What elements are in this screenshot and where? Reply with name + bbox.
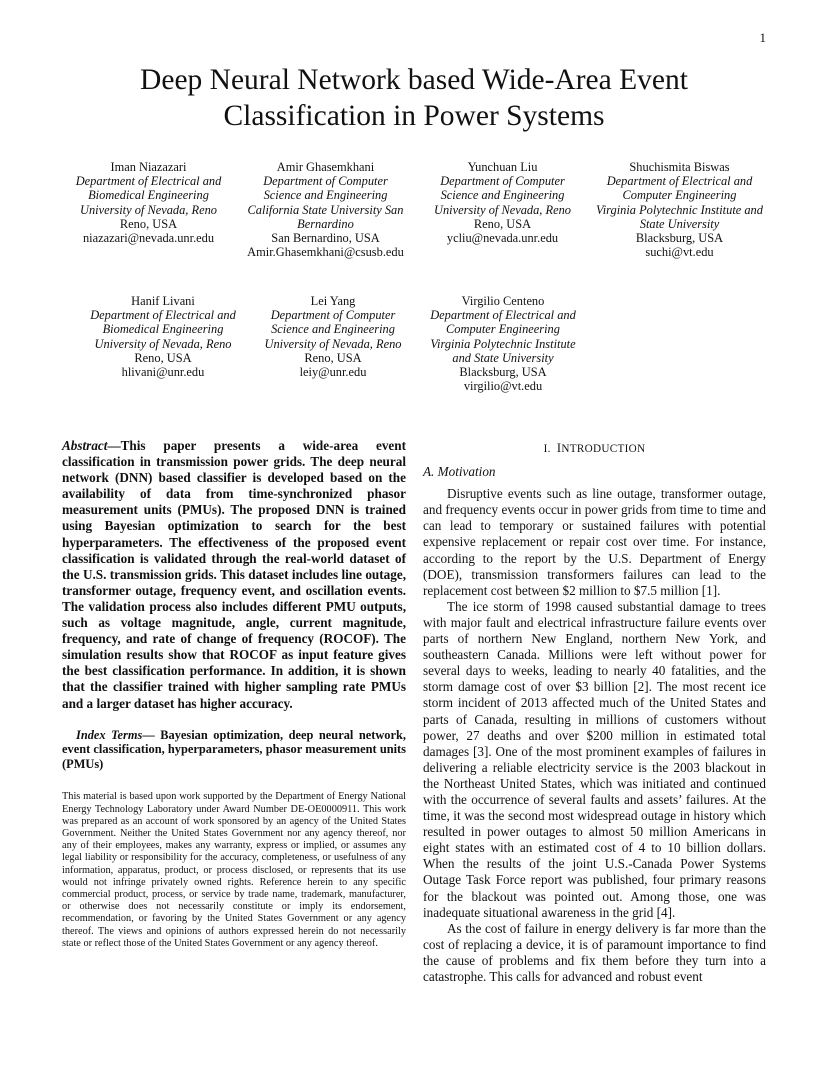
author-location: Reno, USA bbox=[119, 216, 178, 231]
author-affiliation: Virginia Polytechnic Institute and bbox=[596, 202, 763, 217]
author-email[interactable]: hlivani@unr.edu bbox=[121, 365, 205, 380]
right-column bbox=[423, 440, 766, 985]
index-terms bbox=[62, 728, 406, 772]
author-block bbox=[414, 160, 591, 259]
author-affiliation: Biomedical Engineering bbox=[102, 322, 224, 337]
funding-footnote: This material is based upon work supported by the Department of Energy National Energy Technology Laboratory under Award Number DE-OE0000911. This work was prepared as an account of work sponsored by an agency of the United States Government. Neither the United States Government nor any agency thereof, nor any of their employees, makes any warranty, express or implied, or assumes any legal liability or responsibility for the accuracy, completeness, or usefulness of any information, apparatus, product, or process disclosed, or represents that its use would not infringe privately owned rights. Reference herein to any specific commercial product, process, or service by trade name, trademark, manufacturer, or otherwise does not necessarily constitute or imply its endorsement, recommendation, or favoring by the United States Government or any agency thereof. The views and opinions of authors expressed herein do not necessarily state or reflect those of the United States Government or any agency thereof. bbox=[62, 791, 406, 949]
authors-row-1 bbox=[60, 160, 768, 259]
paragraph-3: As the cost of failure in energy delivery is far more than the cost of replacing a device, it is of paramount importance to find the cause of problems and fix them before they turn into a catastrophe. This calls for advanced and robust event bbox=[423, 920, 766, 984]
paper-title bbox=[60, 62, 768, 134]
author-affiliation: Department of Electrical and bbox=[90, 308, 236, 323]
author-name: Lei Yang bbox=[310, 294, 356, 308]
title-line-2: Classification in Power Systems bbox=[223, 100, 605, 132]
author-affiliation: Department of Computer bbox=[440, 174, 565, 189]
author-location: Blacksburg, USA bbox=[635, 231, 724, 246]
author-affiliation: Computer Engineering bbox=[622, 188, 737, 203]
page-number: 1 bbox=[759, 30, 766, 45]
section-first-letter: I bbox=[556, 441, 562, 455]
author-email[interactable]: niazazari@nevada.unr.edu bbox=[82, 231, 215, 246]
author-affiliation: Virginia Polytechnic Institute bbox=[430, 336, 576, 351]
author-affiliation: University of Nevada, Reno bbox=[264, 336, 402, 351]
author-location: Reno, USA bbox=[473, 216, 532, 231]
abstract bbox=[62, 438, 406, 712]
author-affiliation: Department of Electrical and bbox=[606, 174, 753, 189]
author-affiliation: Science and Engineering bbox=[271, 322, 395, 337]
author-location: Reno, USA bbox=[304, 350, 362, 365]
author-email[interactable]: Amir.Ghasemkhani@csusb.edu bbox=[247, 245, 404, 260]
author-affiliation: University of Nevada, Reno bbox=[434, 202, 571, 217]
author-block bbox=[237, 160, 414, 259]
subsection-heading: A. Motivation bbox=[423, 464, 496, 480]
author-affiliation: Department of Electrical and bbox=[430, 308, 576, 323]
author-affiliation: University of Nevada, Reno bbox=[94, 336, 232, 351]
authors-row-2 bbox=[78, 294, 588, 393]
author-name: Amir Ghasemkhani bbox=[276, 160, 375, 174]
author-email[interactable]: ycliu@nevada.unr.edu bbox=[446, 231, 559, 246]
author-affiliation: University of Nevada, Reno bbox=[80, 202, 217, 217]
section-rest: NTRODUCTION bbox=[561, 443, 646, 455]
author-location: Blacksburg, USA bbox=[459, 365, 547, 380]
abstract-text: —This paper presents a wide-area event classification in transmission power grids. The deep neural network (DNN) based classifier is developed based on the availability of data from time-synchronized phasor measurement units (PMUs). The proposed DNN is trained using Bayesian optimization to search for the best hyperparameters. The effectiveness of the proposed event classification is validated through the real-world dataset of the U.S. transmission grids. This dataset includes line outage, transformer outage, frequency event, and oscillation events. The validation process also includes different PMU outputs, such as voltage magnitude, angle, current magnitude, frequency, and rate of change of frequency (ROCOF). The simulation results show that ROCOF as input feature gives the best classification performance. In addition, it is shown that the classifier trained with higher sampling rate PMUs and a larger dataset has higher accuracy. bbox=[62, 438, 406, 711]
author-block bbox=[248, 294, 418, 393]
author-name: Iman Niazazari bbox=[110, 160, 187, 174]
index-terms-lead: Index Terms bbox=[76, 727, 143, 742]
author-affiliation: Department of Computer bbox=[263, 174, 388, 189]
author-affiliation: Bernardino bbox=[297, 216, 354, 231]
author-affiliation: Department of Electrical and bbox=[75, 174, 222, 189]
paragraph-1: Disruptive events such as line outage, transformer outage, and frequency events occur in power grids from time to time and can lead to temporary or sustained failures with potential expensive replacement or repair cost over time. For instance, according to the report by the U.S. Department of Energy (DOE), transmission transformers failures can lead to the replacement cost between $2 million to $7.5 million [1]. bbox=[423, 486, 766, 598]
author-email[interactable]: leiy@unr.edu bbox=[299, 365, 367, 380]
author-affiliation: and State University bbox=[452, 350, 554, 365]
author-affiliation: Biomedical Engineering bbox=[88, 188, 209, 203]
author-email[interactable]: virgilio@vt.edu bbox=[463, 379, 543, 394]
author-affiliation: Science and Engineering bbox=[263, 188, 388, 203]
title-line-1: Deep Neural Network based Wide-Area Event bbox=[140, 64, 688, 96]
author-name: Hanif Livani bbox=[131, 294, 195, 308]
index-terms-text: — Bayesian optimization, deep neural network, event classification, hyperparameters, phasor measurement units (PMUs) bbox=[62, 727, 406, 771]
paragraph-2: The ice storm of 1998 caused substantial damage to trees with major fault and electrical infrastructure failure events over parts of northern New England, northern New York, and southeastern Canada. Millions were left without power for several days to weeks, leading to nearly 40 fatalities, and the storm damage cost of over $3 billion [2]. The most recent ice storm incident of 2013 affected much of the United States and parts of Canada, resulting in millions of customers without power, 27 deaths and over $200 million in estimated total damages [3]. One of the most prominent examples of failures in delivering a reliable electricity service is the 2003 blackout in the Northeast United States, which was initiated and continued with the occurrence of several faults and assets’ failures. At the time, it was the second most widespread outage in history which resulted in power outages to almost 50 million Americans in eight states with an estimated cost of 4 to 10 billion dollars. When the results of the joint U.S.-Canada Power Systems Outage Task Force report was published, four primary reasons for the blackout was pointed out. Among those, one was inadequate situational awareness in the grid [4]. bbox=[423, 598, 766, 920]
author-affiliation: Computer Engineering bbox=[446, 322, 560, 337]
author-block bbox=[591, 160, 768, 259]
author-affiliation: Science and Engineering bbox=[440, 188, 565, 203]
abstract-lead: Abstract bbox=[62, 438, 108, 453]
author-location: San Bernardino, USA bbox=[271, 231, 380, 246]
section-number: I. bbox=[543, 443, 551, 455]
section-heading bbox=[423, 440, 766, 457]
author-location: Reno, USA bbox=[134, 350, 192, 365]
author-block bbox=[78, 294, 248, 393]
left-column bbox=[62, 438, 406, 950]
author-affiliation: California State University San bbox=[247, 202, 404, 217]
author-name: Yunchuan Liu bbox=[467, 160, 538, 174]
author-name: Shuchismita Biswas bbox=[629, 160, 730, 174]
author-email[interactable]: suchi@vt.edu bbox=[645, 245, 714, 260]
author-block bbox=[60, 160, 237, 259]
author-affiliation: State University bbox=[639, 216, 720, 231]
author-affiliation: Department of Computer bbox=[270, 308, 396, 323]
author-block bbox=[418, 294, 588, 393]
author-name: Virgilio Centeno bbox=[461, 294, 545, 308]
